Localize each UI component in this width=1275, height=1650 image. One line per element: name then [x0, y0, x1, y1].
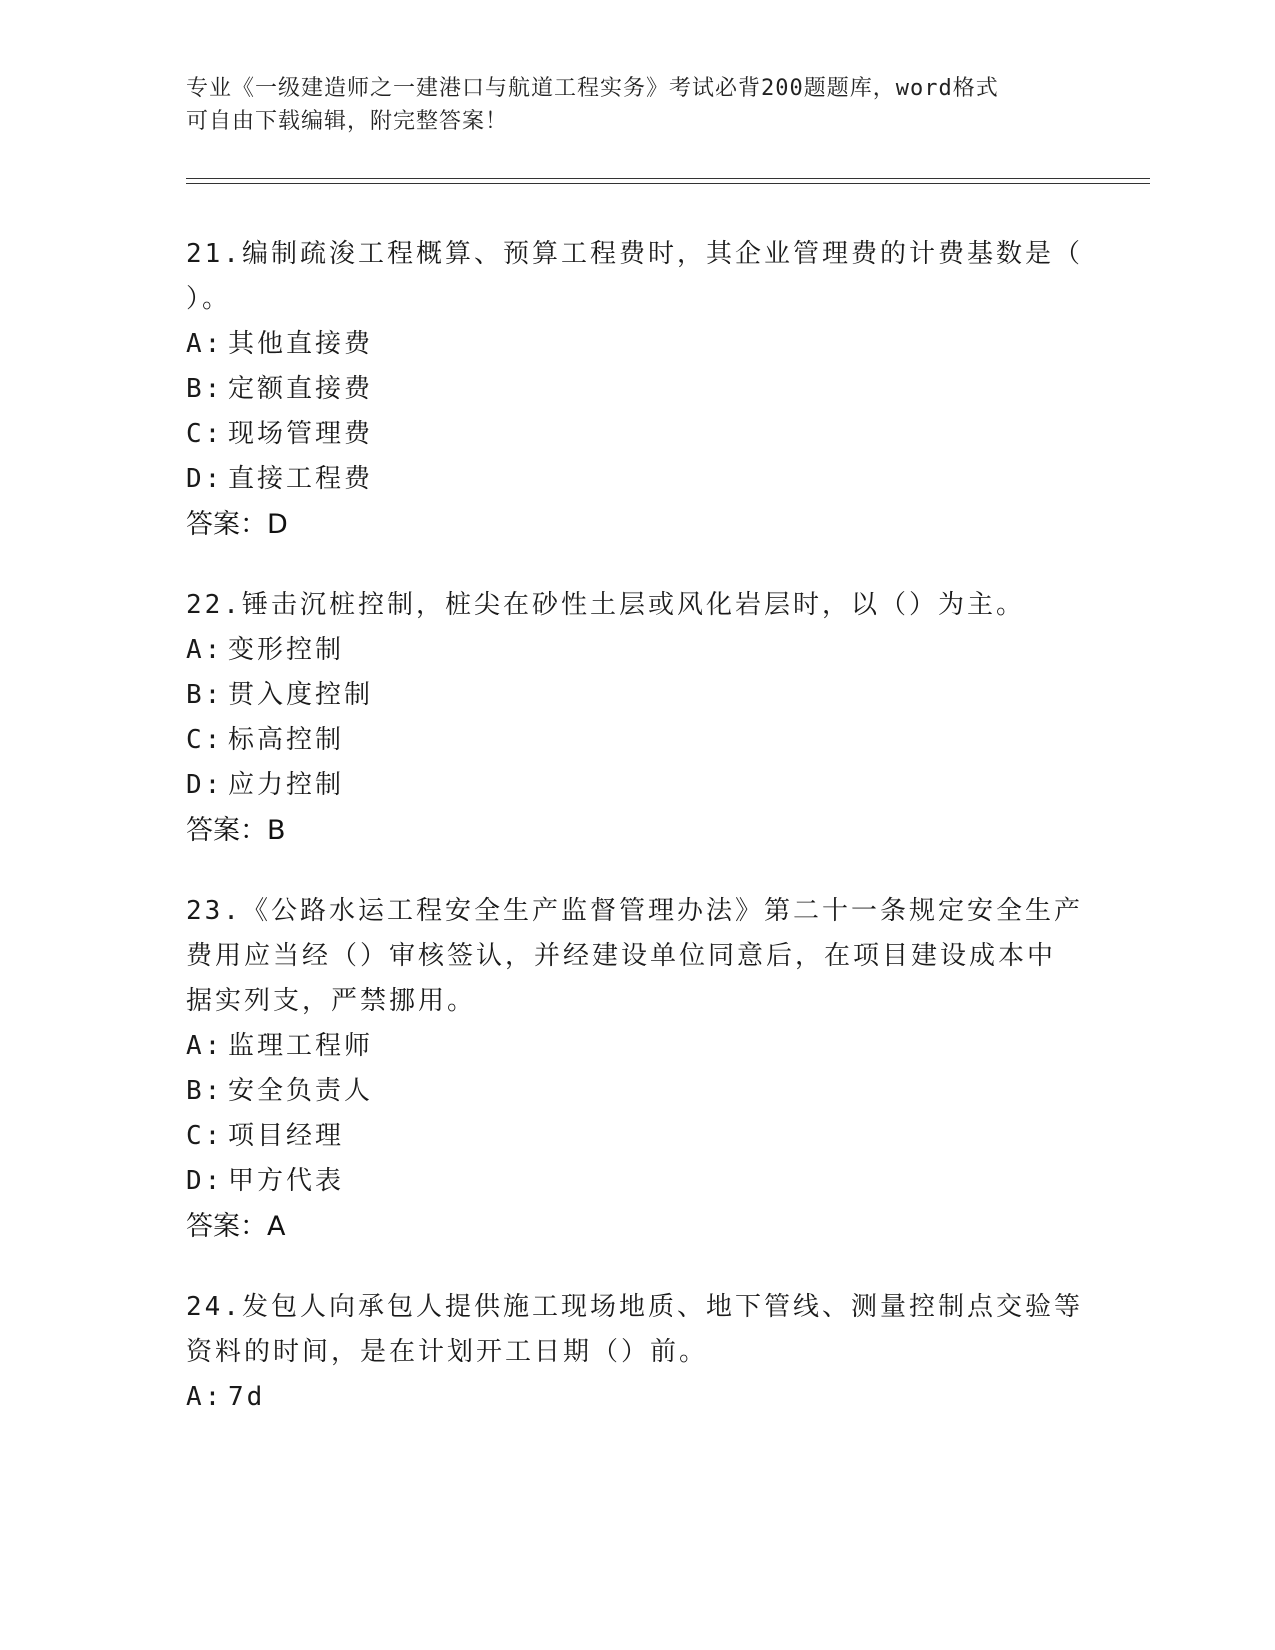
answer-label: 答案：A — [186, 1211, 286, 1242]
option-text: 应力控制 — [228, 770, 345, 800]
option-text: 定额直接费 — [228, 374, 374, 404]
option-text: 其他直接费 — [228, 329, 374, 359]
question-line: 21.编制疏浚工程概算、预算工程费时，其企业管理费的计费基数是（ — [186, 239, 1083, 269]
question-line: 据实列支，严禁挪用。 — [186, 986, 477, 1016]
option-a — [186, 1024, 1086, 1069]
question-line: ）。 — [186, 284, 232, 314]
question-text — [186, 583, 1086, 628]
question-line: 22.锤击沉桩控制，桩尖在砂性土层或风化岩层时，以（）为主。 — [186, 590, 1025, 620]
option-key: B: — [186, 1076, 224, 1106]
option-text: 变形控制 — [228, 635, 345, 665]
question-text — [186, 232, 1086, 322]
option-d — [186, 457, 1086, 502]
header-line-1: 专业《一级建造师之一建港口与航道工程实务》考试必背200题题库，word格式 — [186, 76, 999, 101]
option-key: D: — [186, 464, 224, 494]
option-key: C: — [186, 419, 224, 449]
question-24 — [186, 1285, 1086, 1420]
option-key: D: — [186, 770, 224, 800]
option-text: 甲方代表 — [228, 1166, 345, 1196]
answer-label: 答案：D — [186, 509, 288, 540]
question-line: 费用应当经（）审核签认，并经建设单位同意后，在项目建设成本中 — [186, 941, 1057, 971]
option-text: 安全负责人 — [228, 1076, 374, 1106]
question-text — [186, 889, 1086, 1024]
header-divider-bottom — [186, 183, 1150, 184]
option-text: 贯入度控制 — [228, 680, 374, 710]
question-line: 资料的时间，是在计划开工日期（）前。 — [186, 1337, 709, 1367]
option-key: A: — [186, 635, 224, 665]
question-list — [186, 232, 1086, 1456]
option-c — [186, 1114, 1086, 1159]
option-a — [186, 1375, 1086, 1420]
question-line: 23.《公路水运工程安全生产监督管理办法》第二十一条规定安全生产 — [186, 896, 1083, 926]
option-b — [186, 1069, 1086, 1114]
option-a — [186, 322, 1086, 367]
question-text — [186, 1285, 1086, 1375]
option-text: 监理工程师 — [228, 1031, 374, 1061]
option-key: D: — [186, 1166, 224, 1196]
option-text: 项目经理 — [228, 1121, 345, 1151]
option-c — [186, 412, 1086, 457]
header-divider-top — [186, 178, 1150, 179]
option-a — [186, 628, 1086, 673]
question-22 — [186, 583, 1086, 853]
option-key: C: — [186, 1121, 224, 1151]
option-b — [186, 367, 1086, 412]
option-key: C: — [186, 725, 224, 755]
option-key: A: — [186, 1031, 224, 1061]
option-d — [186, 1159, 1086, 1204]
option-text: 直接工程费 — [228, 464, 374, 494]
question-line: 24.发包人向承包人提供施工现场地质、地下管线、测量控制点交验等 — [186, 1292, 1083, 1322]
option-key: A: — [186, 1382, 224, 1412]
option-d — [186, 763, 1086, 808]
question-21 — [186, 232, 1086, 547]
option-text: 标高控制 — [228, 725, 345, 755]
question-23 — [186, 889, 1086, 1249]
answer-label: 答案：B — [186, 815, 286, 846]
header-line-2: 可自由下载编辑，附完整答案！ — [186, 109, 509, 134]
document-header — [186, 72, 1066, 138]
option-key: B: — [186, 680, 224, 710]
option-key: B: — [186, 374, 224, 404]
option-c — [186, 718, 1086, 763]
option-key: A: — [186, 329, 224, 359]
option-b — [186, 673, 1086, 718]
option-text: 7d — [228, 1382, 266, 1412]
option-text: 现场管理费 — [228, 419, 374, 449]
